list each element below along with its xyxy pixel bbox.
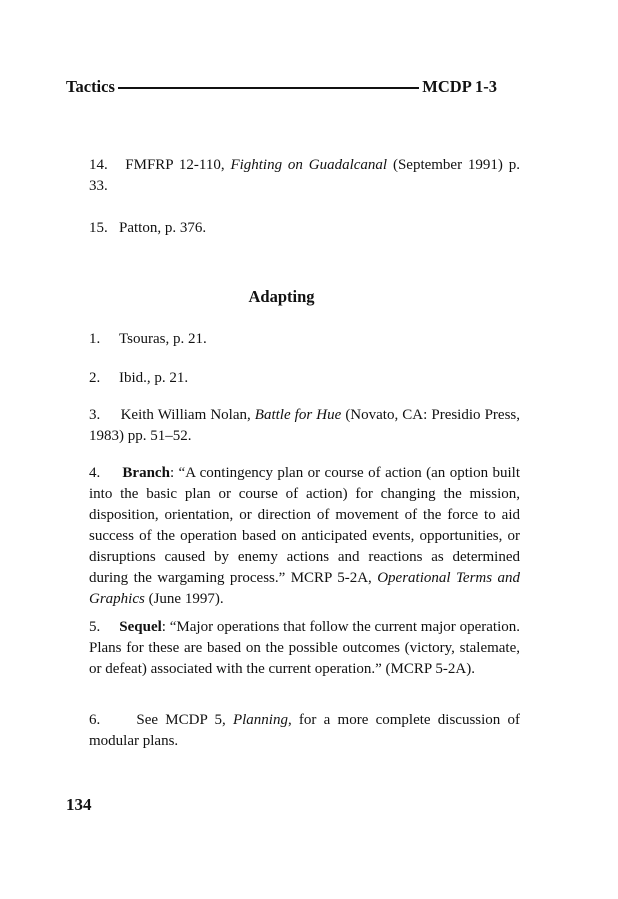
endnote-6: 6. See MCDP 5, Planning, for a more complete discussion of modular plans. xyxy=(89,712,521,749)
endnote-15: 15. Patton, p. 376. xyxy=(89,220,207,236)
page-number: 134 xyxy=(66,795,92,814)
endnote-2: 2. Ibid., p. 21. xyxy=(89,370,189,386)
endnote-1: 1. Tsouras, p. 21. xyxy=(89,331,207,347)
header-rule xyxy=(118,87,419,89)
header-series: MCDP 1-3 xyxy=(422,77,497,96)
running-header xyxy=(66,76,497,98)
section-heading: Adapting xyxy=(248,287,315,306)
endnote-3: 3. Keith William Nolan, Battle for Hue (Novato, CA: Presidio Press, 1983) pp. 51–52. xyxy=(89,407,521,444)
endnote-14: 14. FMFRP 12-110, Fighting on Guadalcanal (September 1991) p. 33. xyxy=(89,157,520,194)
endnote-4: 4. Branch: “A contingency plan or course of action (an option built into the basic plan or course of action) for changing the mission, disposition, orientation, or direction of movement of the force to aid success of the operation based on anticipated events, opportunities, or disruptions caused by enemy actions and reactions as determined during the wargaming process.” MCRP 5-2A, Operational Terms and Graphics (June 1997). xyxy=(89,465,521,607)
header-title: Tactics xyxy=(66,77,115,96)
endnote-5: 5. Sequel: “Major operations that follow the current major operation. Plans for these are based on the possible outcomes (victory, stalemate, or defeat) associated with the current operation.” (MCRP 5-2A). xyxy=(89,619,520,677)
